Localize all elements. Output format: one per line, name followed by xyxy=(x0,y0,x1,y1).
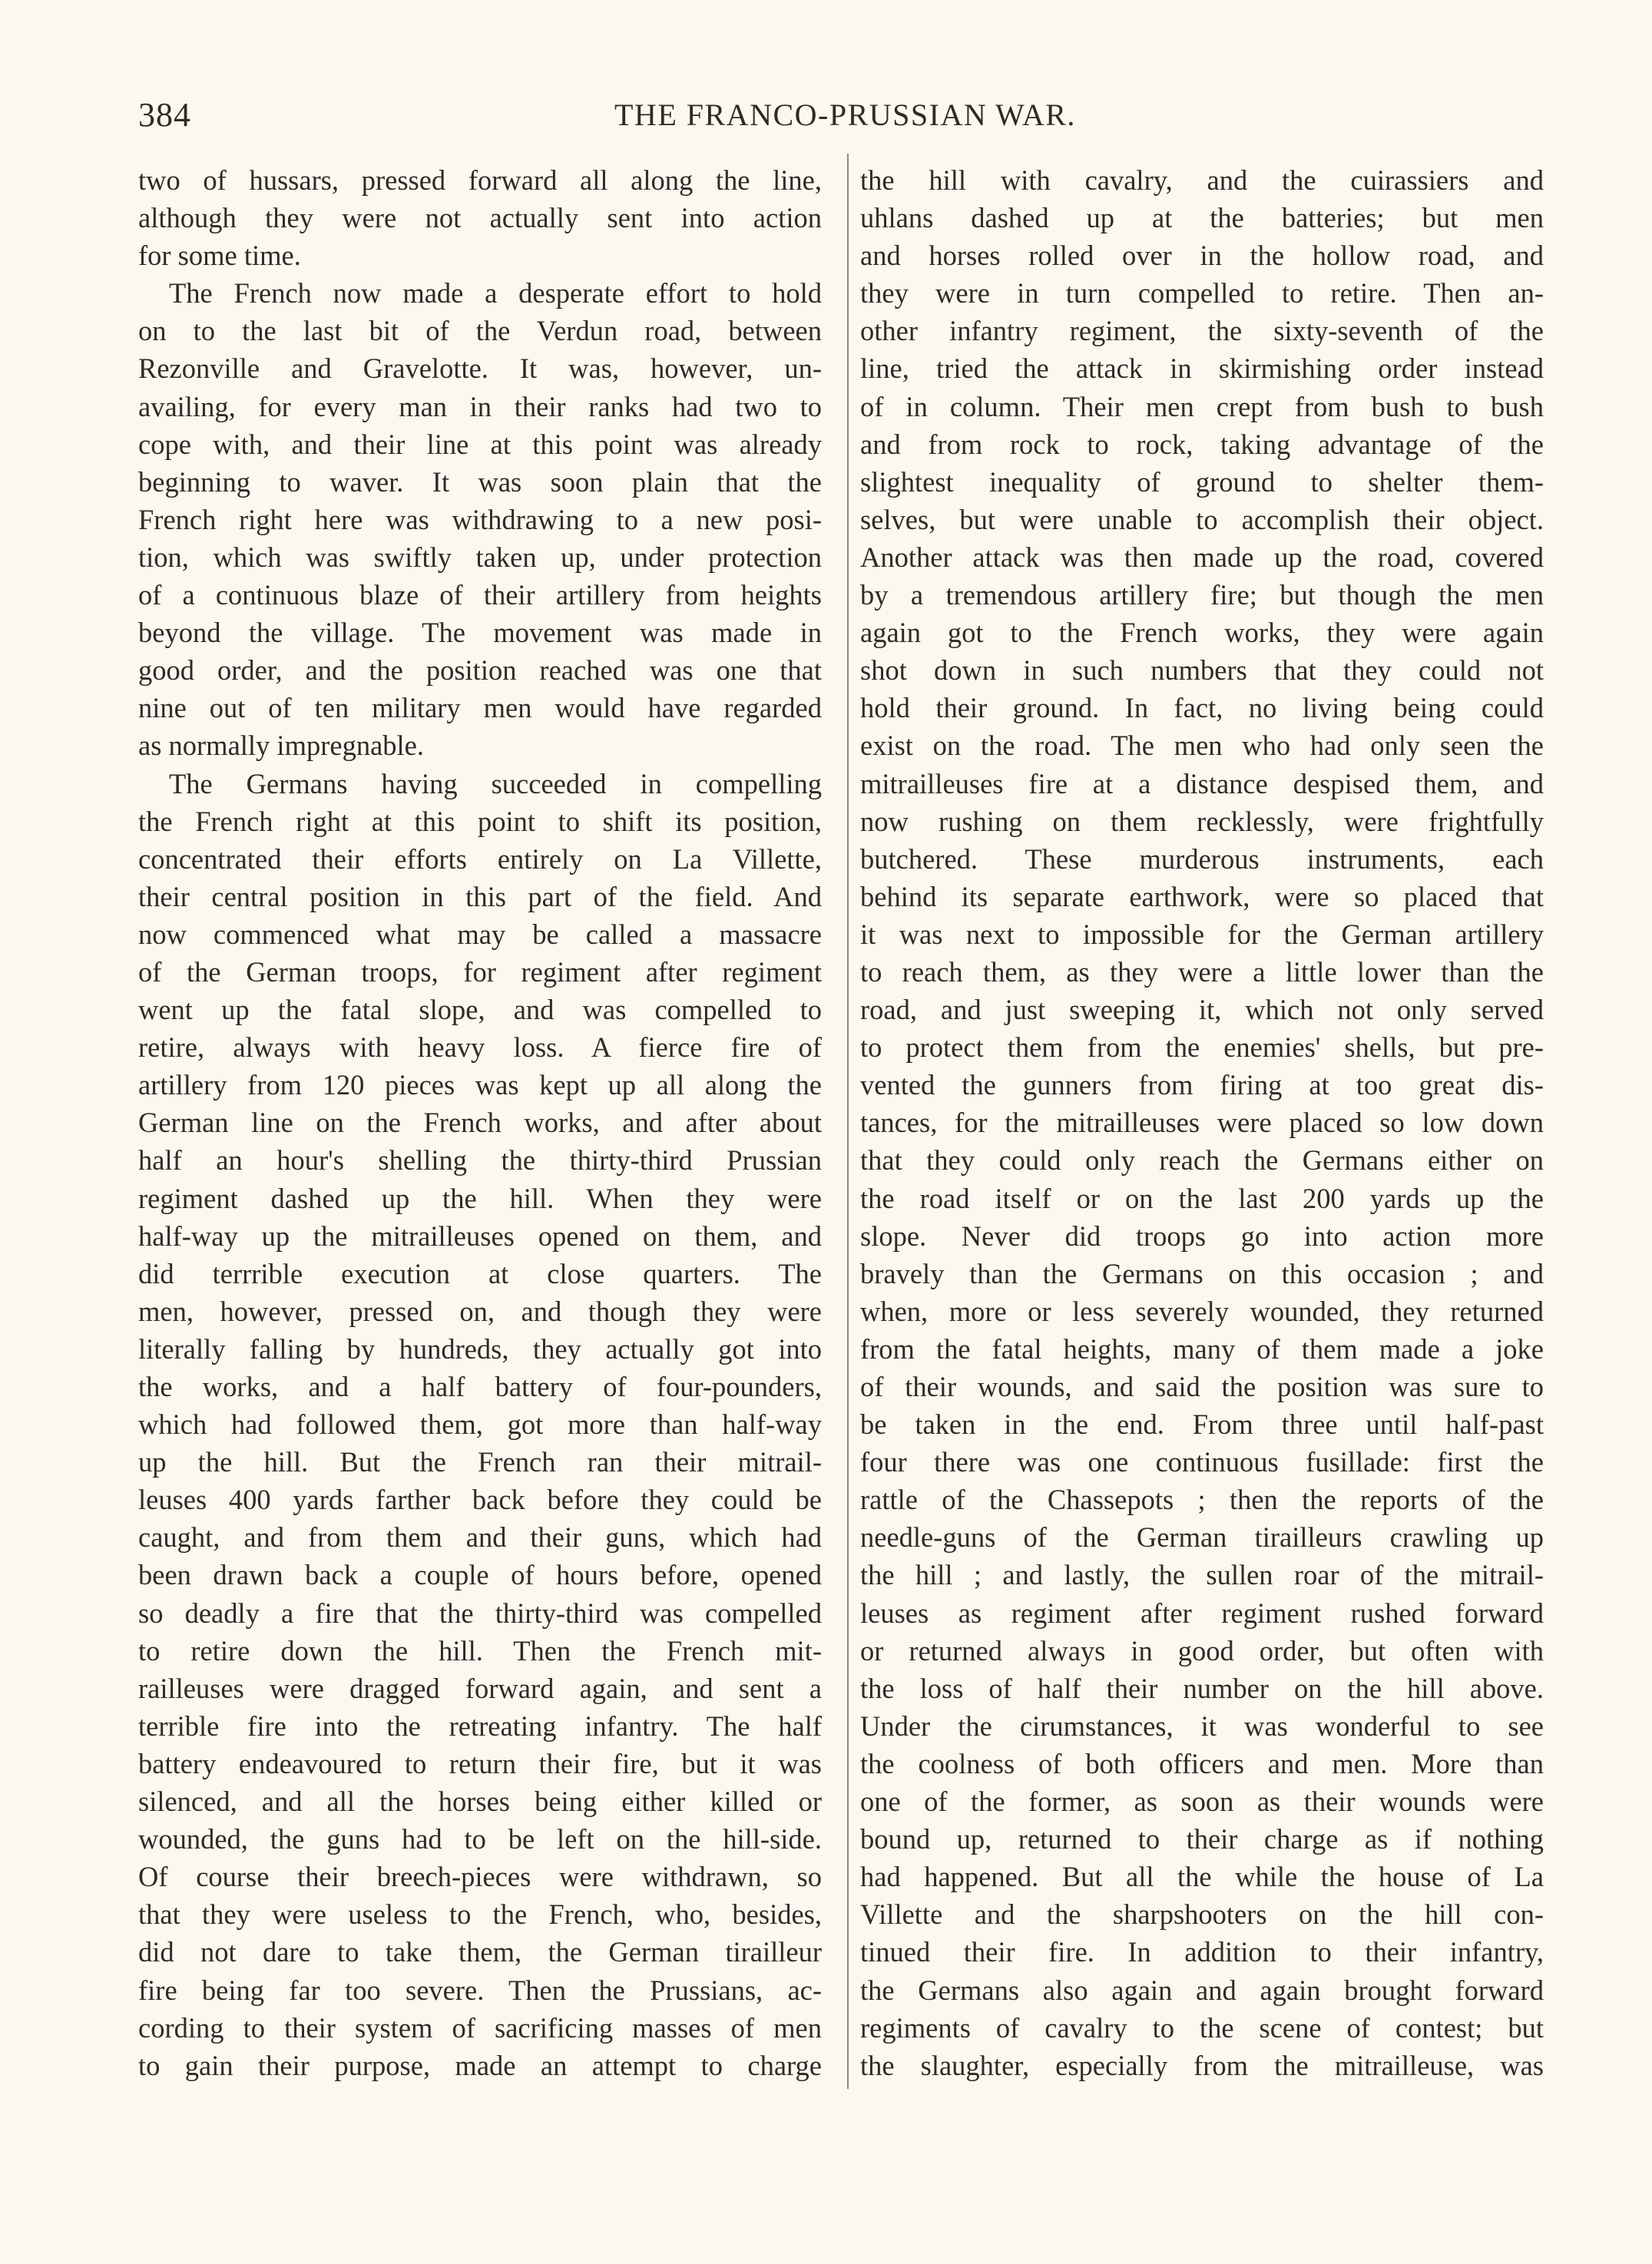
text-line: of a continuous blaze of their artillery from heights xyxy=(138,579,822,611)
text-line: be taken in the end. From three until half-past xyxy=(860,1408,1544,1441)
text-line: by a tremendous artillery fire; but though the men xyxy=(860,579,1544,611)
text-line: good order, and the position reached was one that xyxy=(138,654,822,687)
text-line: the coolness of both officers and men. More than xyxy=(860,1747,1544,1779)
text-line: leuses 400 yards farther back before they could be xyxy=(138,1484,822,1516)
text-line: terrible fire into the retreating infantry. The half xyxy=(138,1710,822,1742)
text-line: fire being far too severe. Then the Prussians, ac- xyxy=(138,1974,822,2006)
text-line: exist on the road. The men who had only seen the xyxy=(860,730,1544,762)
text-line: German line on the French works, and after about xyxy=(138,1107,822,1139)
text-line: French right here was withdrawing to a new posi- xyxy=(138,503,822,535)
text-line: to gain their purpose, made an attempt to charge xyxy=(138,2049,822,2081)
text-line: the slaughter, especially from the mitrailleuse, was xyxy=(860,2049,1544,2081)
text-line: for some time. xyxy=(138,240,301,272)
text-line: caught, and from them and their guns, which had xyxy=(138,1521,822,1554)
text-line: four there was one continuous fusillade: first the xyxy=(860,1446,1544,1478)
text-line: to retire down the hill. Then the French mit- xyxy=(138,1634,822,1667)
text-line: nine out of ten military men would have regarded xyxy=(138,692,822,724)
text-line: beginning to waver. It was soon plain that the xyxy=(138,465,822,498)
text-line: Of course their breech-pieces were withdrawn, so xyxy=(138,1861,822,1893)
text-line: vented the gunners from firing at too great dis- xyxy=(860,1069,1544,1101)
text-line: their central position in this part of the field. And xyxy=(138,880,822,912)
text-line: again got to the French works, they were again xyxy=(860,617,1544,649)
text-line: now commenced what may be called a massacre xyxy=(138,918,822,950)
text-line: the loss of half their number on the hill above. xyxy=(860,1672,1544,1704)
text-line: that they could only reach the Germans either on xyxy=(860,1144,1544,1177)
text-line: mitrailleuses fire at a distance despised them, and xyxy=(860,767,1544,799)
text-line: and from rock to rock, taking advantage of the xyxy=(860,428,1544,460)
text-line: leuses as regiment after regiment rushed forward xyxy=(860,1597,1544,1629)
text-line: bound up, returned to their charge as if nothing xyxy=(860,1823,1544,1855)
text-line: or returned always in good order, but often with xyxy=(860,1634,1544,1667)
text-line: men, however, pressed on, and though they were xyxy=(138,1295,822,1327)
text-line: the French right at this point to shift its position, xyxy=(138,805,822,837)
text-line: had happened. But all the while the house of La xyxy=(860,1861,1544,1893)
text-line: rattle of the Chassepots ; then the reports of the xyxy=(860,1484,1544,1516)
text-line: Another attack was then made up the road, covered xyxy=(860,541,1544,573)
text-line: that they were useless to the French, who, besides, xyxy=(138,1898,822,1931)
text-line: bravely than the Germans on this occasion ; and xyxy=(860,1257,1544,1289)
text-line: one of the former, as soon as their wounds were xyxy=(860,1786,1544,1818)
text-line: the Germans also again and again brought forward xyxy=(860,1974,1544,2006)
text-line: regiment dashed up the hill. When they were xyxy=(138,1182,822,1214)
text-line: silenced, and all the horses being either killed or xyxy=(138,1786,822,1818)
text-line: needle-guns of the German tirailleurs crawling up xyxy=(860,1521,1544,1554)
text-line: two of hussars, pressed forward all along the line, xyxy=(138,164,822,196)
text-line: line, tried the attack in skirmishing order instead xyxy=(860,353,1544,385)
text-line: road, and just sweeping it, which not only served xyxy=(860,994,1544,1026)
text-line: The French now made a desperate effort to hold xyxy=(169,277,822,309)
text-line: the road itself or on the last 200 yards up the xyxy=(860,1182,1544,1214)
text-line: up the hill. But the French ran their mitrail- xyxy=(138,1446,822,1478)
text-line: of in column. Their men crept from bush to bush xyxy=(860,390,1544,422)
text-line: availing, for every man in their ranks had two to xyxy=(138,390,822,422)
text-line: Villette and the sharpshooters on the hill con- xyxy=(860,1898,1544,1931)
text-line: cording to their system of sacrificing masses of men xyxy=(138,2011,822,2044)
text-line: did terrrible execution at close quarters. The xyxy=(138,1257,822,1289)
text-line: wounded, the guns had to be left on the hill-side. xyxy=(138,1823,822,1855)
text-line: half-way up the mitrailleuses opened on them, and xyxy=(138,1220,822,1252)
text-line: the hill ; and lastly, the sullen roar of the mitrail- xyxy=(860,1559,1544,1591)
text-line: Under the cirumstances, it was wonderful to see xyxy=(860,1710,1544,1742)
text-line: Rezonville and Gravelotte. It was, however, un- xyxy=(138,353,822,385)
text-line: beyond the village. The movement was made in xyxy=(138,617,822,649)
text-line: concentrated their efforts entirely on La Villette, xyxy=(138,842,822,875)
right-column xyxy=(860,161,1544,2084)
text-line: and horses rolled over in the hollow road, and xyxy=(860,240,1544,272)
text-line: which had followed them, got more than half-way xyxy=(138,1408,822,1441)
text-line: to protect them from the enemies' shells, but pre- xyxy=(860,1031,1544,1064)
text-line: tances, for the mitrailleuses were placed so low down xyxy=(860,1107,1544,1139)
text-line: battery endeavoured to return their fire, but it was xyxy=(138,1747,822,1779)
page-header xyxy=(138,92,1544,138)
column-divider xyxy=(847,154,849,2089)
text-line: cope with, and their line at this point was already xyxy=(138,428,822,460)
text-line: artillery from 120 pieces was kept up all along the xyxy=(138,1069,822,1101)
running-title: THE FRANCO-PRUSSIAN WAR. xyxy=(614,98,1076,132)
text-line: on to the last bit of the Verdun road, between xyxy=(138,315,822,347)
text-line: when, more or less severely wounded, they returned xyxy=(860,1295,1544,1327)
text-line: to reach them, as they were a little lower than the xyxy=(860,955,1544,988)
text-line: half an hour's shelling the thirty-third Prussian xyxy=(138,1144,822,1177)
text-line: other infantry regiment, the sixty-seventh of the xyxy=(860,315,1544,347)
text-line: literally falling by hundreds, they actually got into xyxy=(138,1332,822,1365)
text-line: they were in turn compelled to retire. Then an- xyxy=(860,277,1544,309)
text-line: of their wounds, and said the position was sure to xyxy=(860,1371,1544,1402)
text-line: been drawn back a couple of hours before, opened xyxy=(138,1559,822,1591)
text-line: now rushing on them recklessly, were frightfully xyxy=(860,805,1544,837)
text-line: regiments of cavalry to the scene of contest; but xyxy=(860,2011,1544,2044)
text-line: The Germans having succeeded in compelling xyxy=(169,767,822,799)
text-line: selves, but were unable to accomplish their object. xyxy=(860,503,1544,535)
text-line: as normally impregnable. xyxy=(138,730,424,762)
text-line: butchered. These murderous instruments, each xyxy=(860,842,1544,875)
page-number: 384 xyxy=(138,96,191,134)
left-column xyxy=(138,161,822,2084)
text-line: railleuses were dragged forward again, and sent a xyxy=(138,1672,822,1704)
text-line: it was next to impossible for the German artillery xyxy=(860,918,1544,950)
text-line: slightest inequality of ground to shelter them- xyxy=(860,465,1544,498)
text-line: the hill with cavalry, and the cuirassiers and xyxy=(860,164,1544,196)
text-line: did not dare to take them, the German tirailleur xyxy=(138,1936,822,1968)
text-line: hold their ground. In fact, no living being could xyxy=(860,692,1544,724)
text-line: so deadly a fire that the thirty-third was compelled xyxy=(138,1597,822,1629)
text-line: uhlans dashed up at the batteries; but men xyxy=(860,202,1544,234)
text-line: from the fatal heights, many of them made a joke xyxy=(860,1332,1544,1365)
text-line: tion, which was swiftly taken up, under protection xyxy=(138,541,822,573)
text-line: the works, and a half battery of four-pounders, xyxy=(138,1371,822,1402)
text-line: went up the fatal slope, and was compelled to xyxy=(138,994,822,1026)
text-line: behind its separate earthwork, were so placed that xyxy=(860,880,1544,912)
text-line: retire, always with heavy loss. A fierce fire of xyxy=(138,1031,822,1064)
text-line: shot down in such numbers that they could not xyxy=(860,654,1544,687)
text-line: of the German troops, for regiment after regiment xyxy=(138,955,822,988)
text-line: slope. Never did troops go into action more xyxy=(860,1220,1544,1252)
text-line: tinued their fire. In addition to their infantry, xyxy=(860,1936,1544,1968)
text-line: although they were not actually sent into action xyxy=(138,202,822,234)
